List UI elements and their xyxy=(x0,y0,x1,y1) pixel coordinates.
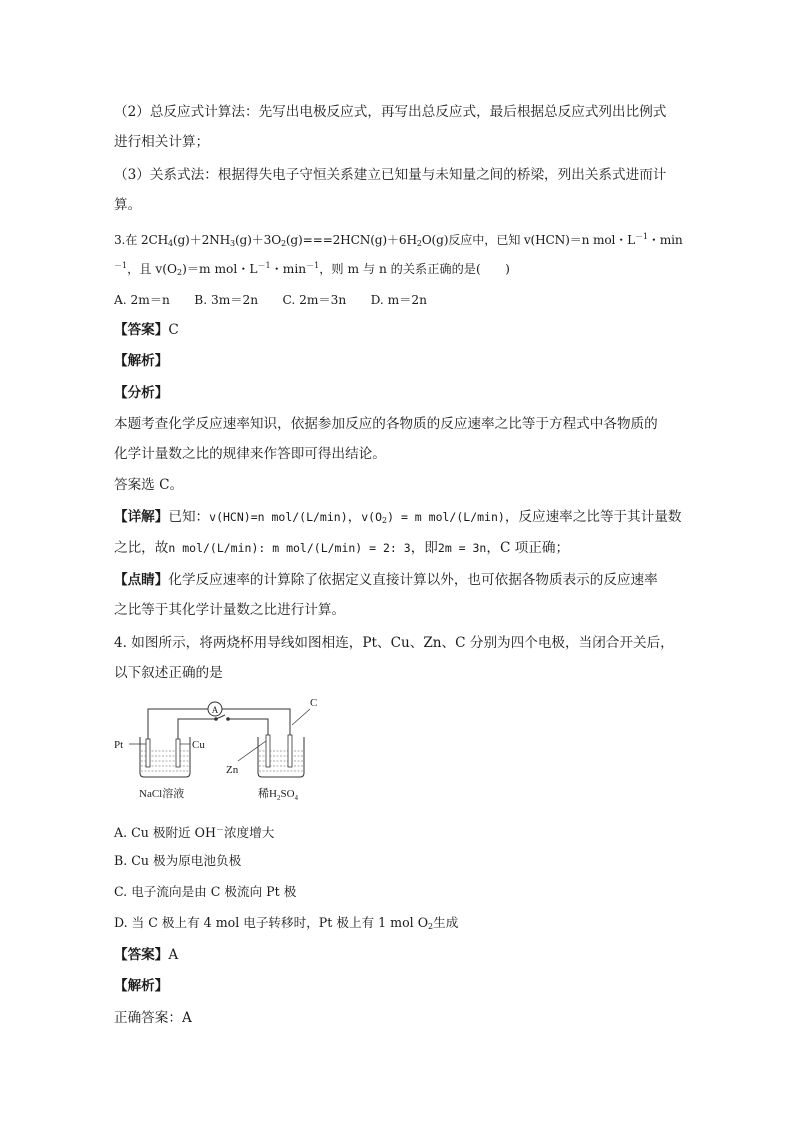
c-label: C xyxy=(310,697,318,709)
pointer-lines xyxy=(129,709,310,761)
q3-detail-line-1: 【详解】已知：v(HCN)=n mol/(L/min)，$v(O_2) = m$ mol/(L/min)，反应速率之比等于其计量数 xyxy=(114,509,682,525)
q3-stem-line-1: 3.在 $2CH_4(g)+2NH_3(g)+3O_2(g)===2HCN(g)+6H_2O(g)$反应中，已知 v(HCN)＝n mol・$L^{-1}$・min xyxy=(114,232,683,248)
q3-stem-line-2: $^{-1}$，且 $v(O_2)=m$ mol・$L^{-1}$・$\min^{-1}$，则 m 与 n 的关系正确的是( ) xyxy=(114,261,510,277)
q3-options: A. 2m＝n B. 3m＝2n C. 2m＝3n D. m＝2n xyxy=(114,293,427,307)
right-solution-label: 稀$H_2SO_4$ xyxy=(258,788,299,802)
q3-choose: 答案选 C。 xyxy=(114,477,184,493)
zn-label: Zn xyxy=(226,764,239,776)
answer-value: C xyxy=(168,322,179,338)
c-electrode xyxy=(288,735,292,767)
right-beaker xyxy=(258,735,304,777)
q4-option-a: A. Cu 极附近 OH－浓度增大 xyxy=(114,825,275,840)
pt-label: Pt xyxy=(114,739,124,751)
answer-value: A xyxy=(168,947,179,963)
q4-stem-line-2: 以下叙述正确的是 xyxy=(114,665,223,681)
q3-fenxi-line-1: 本题考查化学反应速率知识，依据参加反应的各物质的反应速率之比等于方程式中各物质的 xyxy=(114,416,658,432)
q3-answer xyxy=(114,320,179,340)
q4-option-b: B. Cu 极为原电池负极 xyxy=(114,853,242,868)
left-solution-label: NaCl溶液 xyxy=(139,788,185,800)
left-beaker xyxy=(140,737,190,777)
cu-label: Cu xyxy=(192,739,205,751)
q4-option-c: C. 电子流向是由 C 极流向 Pt 极 xyxy=(114,884,297,899)
section-2-line-1: （2）总反应式计算法：先写出电极反应式，再写出总反应式，最后根据总反应式列出比例式 xyxy=(114,104,667,120)
zn-electrode xyxy=(266,735,270,767)
cu-electrode xyxy=(176,739,180,767)
answer-tag: 【答案】 xyxy=(114,322,169,338)
section-3-line-1: （3）关系式法：根据得失电子守恒关系建立已知量与未知量之间的桥梁，列出关系式进而计 xyxy=(114,167,667,183)
tip-tag: 【点睛】 xyxy=(114,572,169,588)
q3-analysis-tag: 【解析】 xyxy=(114,353,169,369)
pt-electrode xyxy=(146,739,150,767)
switch-contact xyxy=(227,718,230,721)
q3-tip-line-2: 之比等于其化学计量数之比进行计算。 xyxy=(114,602,346,618)
answer-tag: 【答案】 xyxy=(114,947,169,963)
q3-fenxi-tag: 【分析】 xyxy=(114,385,169,401)
circuit-diagram xyxy=(112,695,327,810)
q3-detail-line-2: 之比，故n mol/(L/min): m mol/(L/min) = 2: 3，即2m = 3n，C 项正确； xyxy=(114,540,570,556)
detail-tag: 【详解】 xyxy=(114,509,169,525)
q3-fenxi-line-2: 化学计量数之比的规律来作答即可得出结论。 xyxy=(114,446,386,462)
q4-correct-answer: 正确答案：A xyxy=(114,1010,192,1026)
q4-answer xyxy=(114,945,178,965)
ammeter-icon xyxy=(208,702,222,716)
section-2-line-2: 进行相关计算； xyxy=(114,134,210,150)
q4-stem-line-1: 4. 如图所示，将两烧杯用导线如图相连，Pt、Cu、Zn、C 分别为四个电极，当闭合开关后， xyxy=(114,635,674,651)
q3-tip-line-1: 【点睛】化学反应速率的计算除了依据定义直接计算以外，也可依据各物质表示的反应速率 xyxy=(114,572,658,588)
q4-analysis-tag: 【解析】 xyxy=(114,978,169,994)
section-3-line-2: 算。 xyxy=(114,197,142,213)
svg-text:A: A xyxy=(211,705,219,715)
q4-option-d: D. 当 C 极上有 4 mol 电子转移时，Pt 极上有 1 mol $O_2$生成 xyxy=(114,915,459,931)
